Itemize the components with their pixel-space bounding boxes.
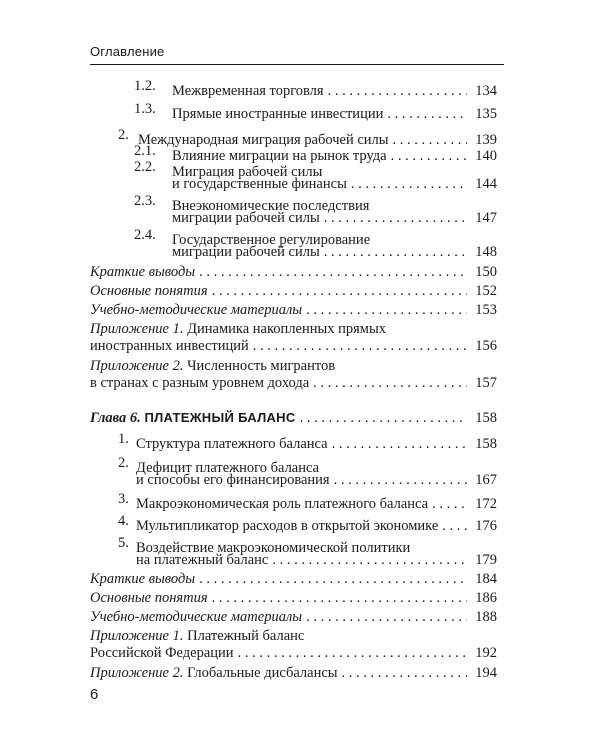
- toc-entry-title: Международная миграция рабочей силы: [138, 132, 389, 148]
- leader-dots: [342, 665, 467, 682]
- toc-page-number: 188: [475, 609, 497, 625]
- toc-entry-title: Миграция рабочей силы: [172, 164, 323, 180]
- toc-entry-title: Глобальные дисбалансы: [187, 665, 338, 681]
- toc-entry-title: Учебно-методические материалы: [90, 302, 303, 318]
- appendix-label: Приложение 1.: [90, 321, 184, 337]
- leader-dots: [324, 210, 467, 227]
- toc-entry-title: Российской Федерации: [90, 645, 234, 661]
- toc-entry-number: 5.: [118, 535, 129, 551]
- leader-dots: [313, 375, 467, 392]
- leader-dots: [199, 264, 467, 281]
- toc-entry-title: Прямые иностранные инвестиции: [172, 106, 384, 122]
- leader-dots: [272, 552, 467, 569]
- toc-entry-title: Платежный баланс: [187, 628, 305, 644]
- leader-dots: [199, 571, 467, 588]
- toc-entry: [90, 143, 497, 164]
- toc-entry-number: 2.: [118, 127, 129, 143]
- leader-dots: [328, 83, 467, 100]
- toc-page-number: 144: [475, 176, 497, 192]
- toc-page-number: 148: [475, 244, 497, 260]
- toc-entry: [90, 455, 497, 489]
- toc-entry-number: 1.2.: [134, 78, 156, 94]
- leader-dots: [351, 176, 467, 193]
- leader-dots: [300, 410, 467, 427]
- toc-entry: [90, 590, 497, 607]
- toc-page-number: 150: [475, 264, 497, 280]
- toc-page-number: 186: [475, 590, 497, 606]
- toc-entry-title: Основные понятия: [90, 283, 208, 299]
- page-number: 6: [90, 686, 99, 703]
- toc-entry: [90, 302, 497, 319]
- toc-entry: [90, 127, 497, 148]
- toc-entry: [90, 358, 497, 392]
- running-header: Оглавление: [90, 44, 165, 59]
- toc-entry-title: Внеэкономические последствия: [172, 198, 370, 214]
- leader-dots: [442, 518, 467, 535]
- toc-entry-title: Краткие выводы: [90, 571, 196, 587]
- appendix-label: Приложение 2.: [90, 665, 184, 681]
- appendix-label: Приложение 2.: [90, 358, 184, 374]
- toc-entry-number: 2.3.: [134, 193, 156, 209]
- toc-entry-number: 3.: [118, 491, 129, 507]
- toc-page-number: 139: [475, 132, 497, 148]
- toc-entry: [90, 665, 497, 682]
- leader-dots: [238, 645, 467, 662]
- toc-entry: [90, 409, 497, 426]
- leader-dots: [212, 590, 467, 607]
- toc-entry: [90, 491, 497, 512]
- toc-page-number: 194: [475, 665, 497, 681]
- toc-page-number: 192: [475, 645, 497, 661]
- toc-page-number: 176: [475, 518, 497, 534]
- toc-entry-title: иностранных инвестиций: [90, 338, 249, 354]
- toc-entry-title: миграции рабочей силы: [172, 244, 320, 260]
- toc-page-number: 152: [475, 283, 497, 299]
- toc-entry-title: Воздействие макроэкономической политики: [136, 540, 411, 556]
- toc-entry-number: 2.: [118, 455, 129, 471]
- toc-entry: [90, 513, 497, 534]
- toc-entry-title: Учебно-методические материалы: [90, 609, 303, 625]
- toc-entry-title: Численность мигрантов: [187, 358, 336, 374]
- toc-entry: [90, 193, 497, 227]
- toc-entry-title: ПЛАТЕЖНЫЙ БАЛАНС: [144, 410, 296, 425]
- toc-entry: [90, 283, 497, 300]
- toc-entry-title: и способы его финансирования: [136, 472, 330, 488]
- toc-page-number: 140: [475, 148, 497, 164]
- toc-entry: [90, 628, 497, 662]
- toc-page-number: 167: [475, 472, 497, 488]
- toc-entry: [90, 78, 497, 99]
- leader-dots: [324, 244, 467, 261]
- toc-entry-title: Государственное регулирование: [172, 232, 371, 248]
- toc-entry-title: Межвременная торговля: [172, 83, 324, 99]
- toc-entry: [90, 159, 497, 193]
- toc-entry: [90, 609, 497, 626]
- toc-entry-title: на платежный баланс: [136, 552, 269, 568]
- toc-entry-title: Структура платежного баланса: [136, 436, 328, 452]
- toc-entry-number: 2.4.: [134, 227, 156, 243]
- toc-entry-title: Мультипликатор расходов в открытой экономике: [136, 518, 439, 534]
- toc-entry: [90, 535, 497, 569]
- toc-entry-number: 1.: [118, 431, 129, 447]
- leader-dots: [387, 106, 467, 123]
- toc-entry: [90, 571, 497, 588]
- toc-entry: [90, 431, 497, 452]
- toc-entry-number: 2.1.: [134, 143, 156, 159]
- leader-dots: [432, 496, 467, 513]
- toc-entry: [90, 321, 497, 355]
- leader-dots: [253, 338, 467, 355]
- toc-entry-title: Основные понятия: [90, 590, 208, 606]
- toc-entry: [90, 101, 497, 122]
- appendix-label: Приложение 1.: [90, 628, 184, 644]
- leader-dots: [212, 283, 467, 300]
- toc-page-number: 158: [475, 410, 497, 426]
- leader-dots: [332, 436, 467, 453]
- toc-entry-title: Дефицит платежного баланса: [136, 460, 320, 476]
- toc-entry-number: 4.: [118, 513, 129, 529]
- toc-entry: [90, 264, 497, 281]
- header-rule: [90, 64, 504, 65]
- toc-page-number: 157: [475, 375, 497, 391]
- chapter-label: Глава 6.: [90, 410, 141, 426]
- toc-entry-title: в странах с разным уровнем дохода: [90, 375, 310, 391]
- toc-entry-title: миграции рабочей силы: [172, 210, 320, 226]
- toc-page-number: 153: [475, 302, 497, 318]
- toc-entry-number: 2.2.: [134, 159, 156, 175]
- toc-page-number: 179: [475, 552, 497, 568]
- leader-dots: [334, 472, 467, 489]
- toc-entry-title: и государственные финансы: [172, 176, 347, 192]
- toc-page-number: 134: [475, 83, 497, 99]
- toc-entry-title: Макроэкономическая роль платежного баланса: [136, 496, 429, 512]
- toc-page-number: 147: [475, 210, 497, 226]
- toc-page-number: 158: [475, 436, 497, 452]
- toc-entry-title: Краткие выводы: [90, 264, 196, 280]
- toc-page-number: 135: [475, 106, 497, 122]
- toc-page-number: 184: [475, 571, 497, 587]
- leader-dots: [306, 609, 467, 626]
- toc-entry-title: Динамика накопленных прямых: [187, 321, 386, 337]
- toc-page-number: 172: [475, 496, 497, 512]
- toc-page-number: 156: [475, 338, 497, 354]
- toc-entry-number: 1.3.: [134, 101, 156, 117]
- leader-dots: [306, 302, 467, 319]
- toc-entry: [90, 227, 497, 261]
- toc-entry-title: Влияние миграции на рынок труда: [172, 148, 387, 164]
